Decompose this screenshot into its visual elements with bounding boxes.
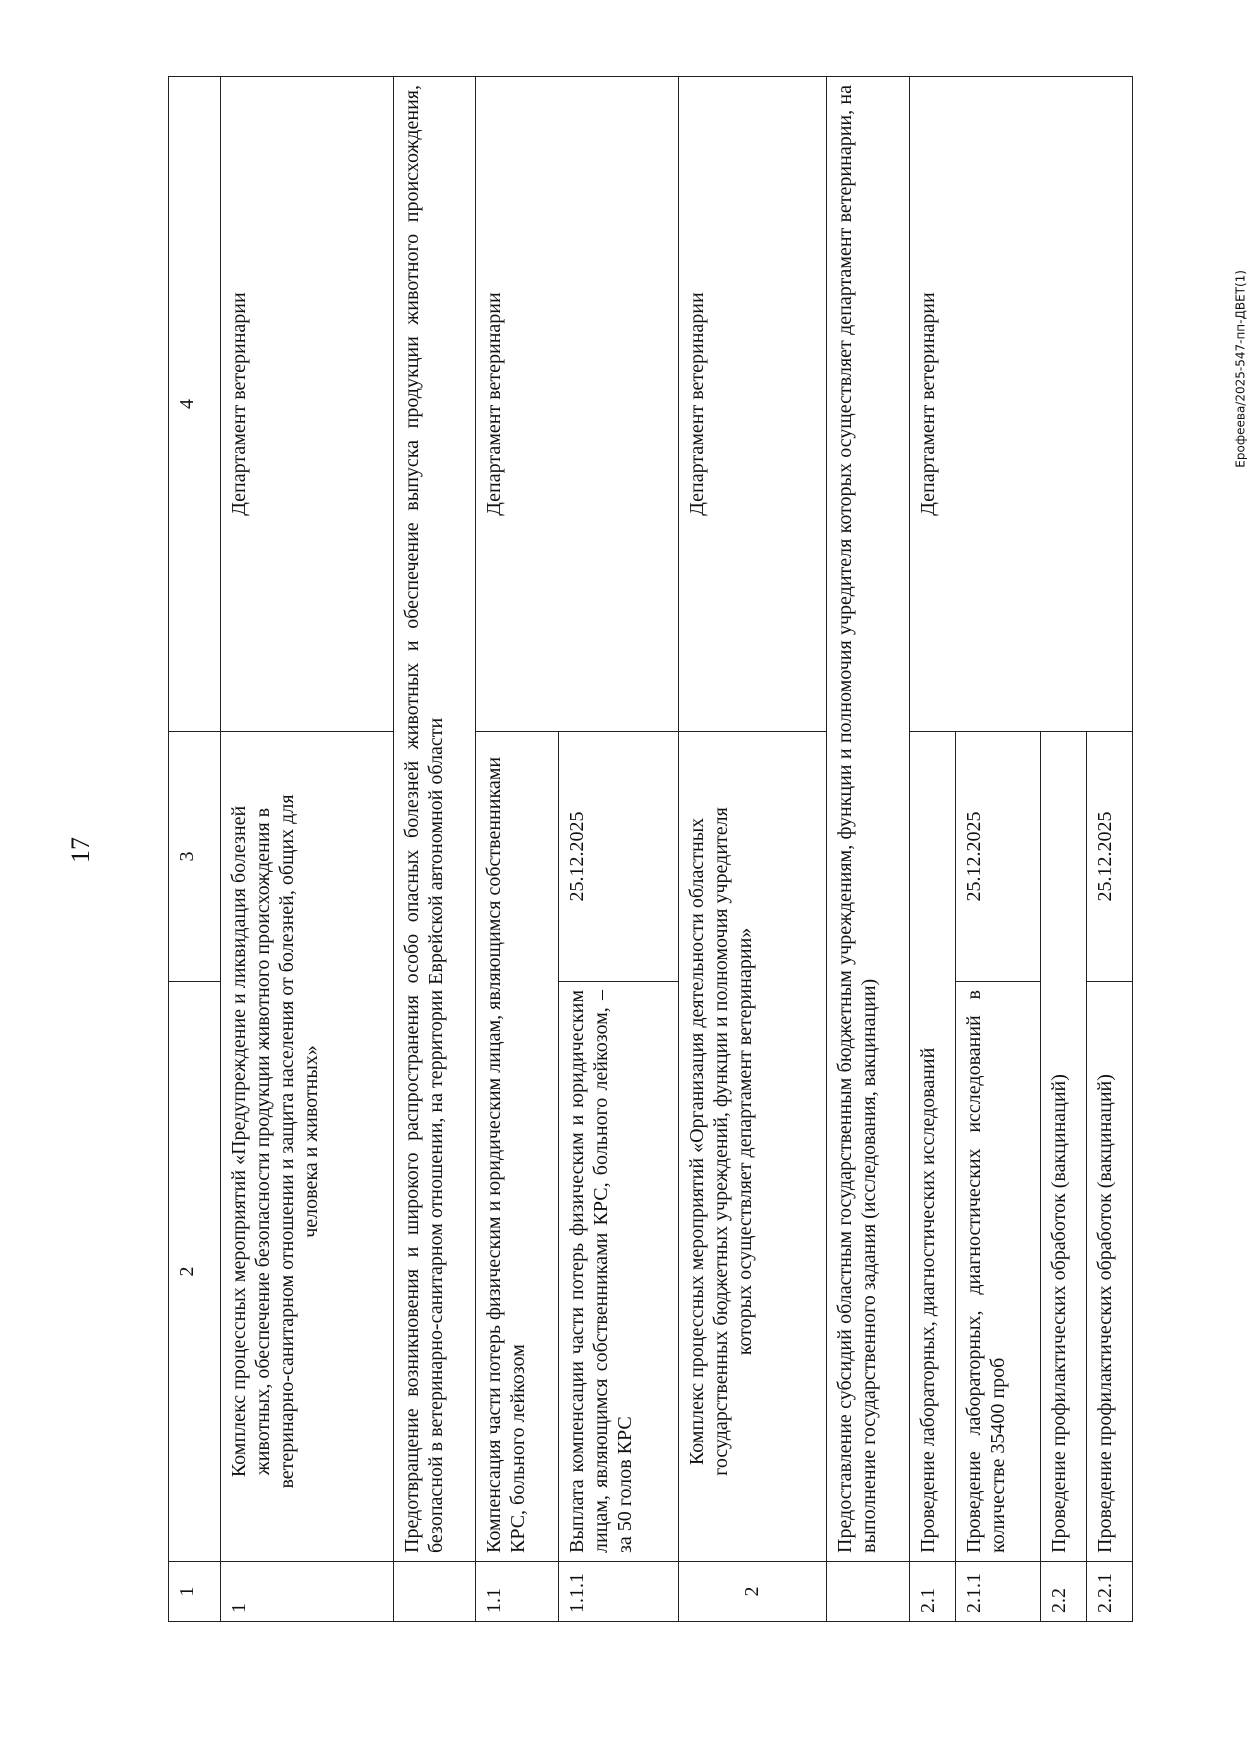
measure-title: Проведение профилактических обработок (вакцинаций) [1040, 732, 1086, 1562]
responsible-dept: Департамент ветеринарии [679, 77, 826, 732]
due-date: 25.12.2025 [1086, 732, 1132, 982]
task-description: Предотвращение возникновения и широкого распространения особо опасных болезней животных и обеспечение выпуска продукции животного происхождения, безопасной в ветеринарно-санитарном отношении, на территории Еврейской автономной области [393, 77, 476, 1562]
measures-table [168, 76, 1133, 1622]
page-number: 17 [66, 837, 95, 863]
table-row [393, 77, 476, 1622]
due-date: 25.12.2025 [955, 732, 1040, 982]
measure-title: Проведение лабораторных, диагностических исследований [909, 732, 955, 1562]
row-number: 1.1.1 [559, 1562, 679, 1622]
measure-complex: Комплекс процессных мероприятий «Предупреждение и ликвидация болезней животных, обеспечение безопасности продукции животного происхождения в ветеринарно-санитарном отношении и защита населения от болезней, общих для человека и животных» [220, 732, 393, 1562]
measure-title: Выплата компенсации части потерь физическим и юридическим лицам, являющимся собственниками КРС, больного лейкозом, – за 50 голов КРС [559, 982, 679, 1562]
document-code: Ерофеева/2025-547-пп-ДВЕТ(1) [1234, 270, 1248, 468]
table-row [909, 77, 955, 1622]
measure-title: Компенсация части потерь физическим и юридическим лицам, являющимся собственниками КРС, больного лейкозом [476, 732, 559, 1562]
task-description: Предоставление субсидий областным государственным бюджетным учреждениям, функции и полномочия учредителя которых осуществляет департамент ветеринарии, на выполнение государственного задания (исследования, вакцинации) [826, 77, 909, 1562]
row-number [393, 1562, 476, 1622]
row-number: 2 [679, 1562, 826, 1622]
table-row [476, 77, 559, 1622]
due-date: 25.12.2025 [559, 732, 679, 982]
row-number: 2.1 [909, 1562, 955, 1622]
measure-title: Проведение лабораторных, диагностических исследований в количестве 35400 проб [955, 982, 1040, 1562]
measure-complex: Комплекс процессных мероприятий «Организация деятельности областных государственных бюджетных учреждений, функции и полномочия учредителя которых осуществляет департамент ветеринарии» [679, 732, 826, 1562]
table-row [679, 77, 826, 1622]
row-number: 1.1 [476, 1562, 559, 1622]
row-number [826, 1562, 909, 1622]
header-col-3: 3 [169, 732, 221, 982]
table-row [220, 77, 393, 1622]
responsible-dept: Департамент ветеринарии [476, 77, 679, 732]
header-col-2: 2 [169, 982, 221, 1562]
header-col-1: 1 [169, 1562, 221, 1622]
row-number: 2.2.1 [1086, 1562, 1132, 1622]
table-row [826, 77, 909, 1622]
row-number: 2.1.1 [955, 1562, 1040, 1622]
responsible-dept: Департамент ветеринарии [220, 77, 393, 732]
table-header-row [169, 77, 221, 1622]
row-number: 2.2 [1040, 1562, 1086, 1622]
responsible-dept: Департамент ветеринарии [909, 77, 1133, 732]
row-number: 1 [220, 1562, 393, 1622]
measure-title: Проведение профилактических обработок (вакцинаций) [1086, 982, 1132, 1562]
header-col-4: 4 [169, 77, 221, 732]
